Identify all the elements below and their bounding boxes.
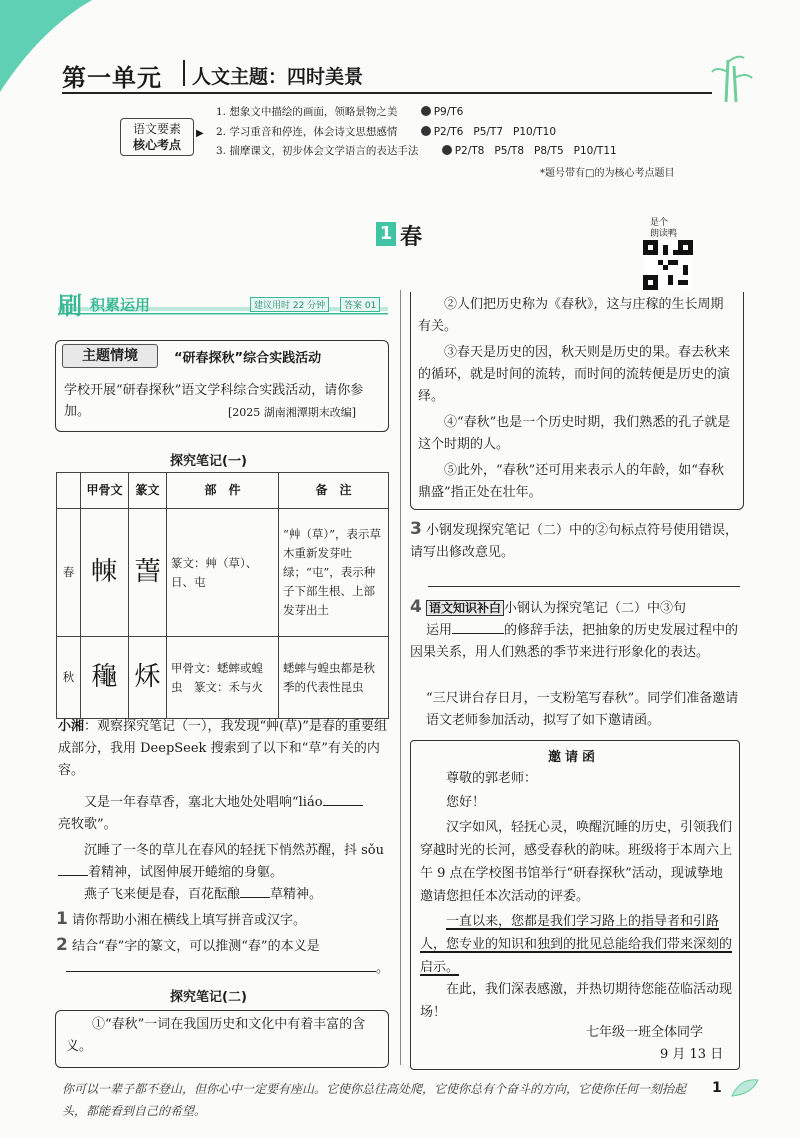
quote-1	[58, 792, 388, 836]
table-header-row	[57, 473, 389, 509]
question-text: 请你帮助小湘在横线上填写拼音或汉字。	[71, 913, 306, 928]
letter-paragraph-3	[420, 978, 734, 1024]
question-2	[56, 934, 390, 980]
unit-title: 第一单元	[62, 64, 162, 92]
quote-text: 又是一年春草香，塞北大地处处唱响“liáo	[84, 795, 323, 810]
letter-greeting: 您好！	[446, 795, 486, 810]
quote-text: 沉睡了一冬的草儿在春风的轻抚下悄然苏醒，抖 sǒu	[84, 843, 385, 858]
theme-text: 学校开展“研春探秋”语文学科综合实践活动，请你参加。	[64, 383, 364, 419]
blank-2[interactable]	[58, 875, 88, 876]
notes2-sentence-1	[66, 1014, 382, 1058]
core-dot-icon	[421, 106, 431, 116]
table-header: 部 件	[167, 473, 279, 509]
qr-label	[650, 218, 677, 240]
letter-paragraph-1	[420, 816, 734, 908]
knowledge-tag: 语文知识补白	[426, 600, 504, 616]
arrow-right-icon: ▶	[196, 128, 204, 139]
sentence-text: ②人们把历史称为《春秋》，这与庄稼的生长周期有关。	[418, 297, 724, 334]
letter-title: 邀请函	[548, 750, 600, 765]
table-header	[57, 473, 81, 509]
sentence-text: ③春天是历史的因，秋天则是历史的果。春去秋来的循环，就是时间的流转，而时间的流转便是历史的演绎。	[418, 345, 731, 404]
requirement-text: 3. 揣摩课文，初步体会文学语言的表达手法	[216, 145, 419, 157]
quote-text: 草精神。	[270, 887, 323, 902]
parts-cell: 篆文：艸（草）、日、屯	[167, 509, 279, 637]
requirement-text: 2. 学习重音和停连，体会诗文思想感情	[216, 126, 398, 138]
answer-ref[interactable]: 答案 01	[340, 297, 380, 312]
theme-source: [2025 湖南湘潭期末改编]	[228, 406, 357, 419]
letter-text: 汉字如风，轻抚心灵，唤醒沉睡的历史，引领我们穿越时光的长河，感受春秋的韵味。班级将于本周六上午 9 点在学校图书馆举行“研春探秋”活动，现诚挚地邀请您担任本次活动的评委。	[420, 820, 733, 904]
blank-3[interactable]	[240, 897, 270, 898]
letter-paragraph-2	[420, 910, 734, 979]
letter-date: 9 月 13 日	[660, 1047, 724, 1062]
table-header: 篆文	[129, 473, 167, 509]
theme-title: “研春探秋”综合实践活动	[174, 351, 322, 366]
xiaoxiang-paragraph	[58, 716, 388, 782]
quote-text: 燕子飞来便是春，百花酝酿	[84, 887, 241, 902]
title-separator	[183, 60, 185, 86]
requirements-label-line1: 语文要素	[132, 122, 181, 136]
note-cell: “艸（草）”，表示草木重新发芽吐绿；“屯”，表示种子下部生根、上部发芽出土	[279, 509, 389, 637]
letter-text: 在此，我们深表感激，并热切期待您能莅临活动现场！	[420, 982, 733, 1020]
letter-text: 一直以来，您都是我们学习路上的指导者和引路人，您专业的知识和独到的批见总能给我们带来深刻的启示。	[420, 914, 733, 975]
answer-line[interactable]	[66, 971, 376, 972]
sentence-text: ④“春秋”也是一个历史时期，我们熟悉的孔子就是这个时期的人。	[418, 415, 731, 452]
requirement-2	[216, 124, 556, 139]
core-dot-icon	[421, 126, 431, 136]
requirement-3	[216, 143, 617, 158]
question-end: 。	[376, 961, 390, 976]
page-ref[interactable]: P5/T7	[473, 126, 504, 138]
quote-2	[58, 840, 388, 884]
question-3	[410, 518, 744, 564]
question-number: 4	[410, 597, 422, 617]
requirements-label-line2: 核心考点	[132, 138, 181, 152]
blank-1[interactable]	[323, 805, 363, 806]
page-ref[interactable]: P9/T6	[433, 106, 464, 118]
table-header: 甲骨文	[81, 473, 129, 509]
speaker-name: 小湘	[58, 719, 85, 734]
question-text: 小钢认为探究笔记（二）中③句	[504, 601, 687, 616]
section-icon: 刷	[58, 292, 82, 320]
notes1-title: 探究笔记(一)	[170, 454, 247, 469]
page-ref[interactable]: P8/T5	[534, 145, 564, 157]
page-ref[interactable]: P5/T8	[494, 145, 525, 157]
page-ref[interactable]: P10/T11	[573, 145, 617, 157]
question-4-context	[426, 688, 744, 732]
answer-line[interactable]	[428, 586, 740, 587]
question-text: 结合“春”字的篆文，可以推测“春”的本义是	[71, 939, 320, 954]
suggested-time: 建议用时 22 分钟	[250, 297, 329, 312]
footer-motto: 你可以一辈子都不登山，但你心中一定要有座山。它使你总往高处爬，它使你总有个奋斗的方向，它使你任何一刻抬起头，都能看到自己的希望。	[62, 1082, 687, 1118]
row-char: 春	[57, 509, 81, 637]
requirements-label	[120, 118, 194, 156]
letter-signature: 七年级一班全体同学	[586, 1025, 704, 1040]
bamboo-icon	[706, 52, 756, 102]
qr-label-line2: 朗读鸭	[650, 229, 678, 239]
lesson-title: 春	[400, 224, 423, 250]
sentence-text: ⑤此外，“春秋”还可用来表示人的年龄，如“春秋鼎盛”指正处在壮年。	[418, 463, 724, 500]
quote-3	[58, 884, 388, 906]
requirements-note: *题号带有□的为核心考点题目	[540, 168, 675, 179]
page-ref[interactable]: P2/T8	[454, 145, 485, 157]
oracle-glyph: 龝	[81, 637, 129, 719]
letter-salutation: 尊敬的郭老师：	[446, 771, 538, 786]
qr-code-icon[interactable]	[642, 240, 694, 290]
xiaoxiang-text: ：观察探究笔记（一），我发现“艸(草)”是春的重要组成部分，我用 DeepSeek 搜索到了以下和“草”有关的内容。	[58, 719, 387, 778]
question-text: 的修辞手法，把抽象的历史发展过程中的因果关系，用人们熟悉的季节来进行形象化的表达。	[410, 623, 739, 660]
question-text: “三尺讲台存日月，一支粉笔写春秋”。同学们准备邀请语文老师参加活动，拟写了如下邀请函。	[426, 691, 739, 728]
quote-text: 亮牧歌”。	[58, 817, 117, 832]
table-row	[57, 509, 389, 637]
notes2-sentence-2	[418, 294, 736, 338]
answer-blank[interactable]	[452, 633, 504, 634]
note-cell: 蟋蟀与蝗虫都是秋季的代表性昆虫	[279, 637, 389, 719]
section-name: 积累运用	[90, 296, 151, 314]
question-number: 3	[410, 519, 422, 539]
seal-glyph: 萅	[129, 509, 167, 637]
notes2-sentence-3	[418, 342, 736, 408]
question-number: 2	[56, 935, 68, 955]
header-rule	[62, 92, 712, 94]
theme-tag: 主题情境	[62, 344, 158, 368]
lesson-number: 1	[376, 222, 396, 246]
notes2-sentence-4	[418, 412, 736, 456]
sentence-text: ①“春秋”一词在我国历史和文化中有着丰富的含义。	[66, 1017, 366, 1054]
character-table	[56, 472, 389, 719]
question-number: 1	[56, 909, 68, 929]
core-dot-icon	[442, 145, 452, 155]
quote-text: 着精神，试图伸展开蜷缩的身躯。	[88, 865, 284, 880]
table-header: 备 注	[279, 473, 389, 509]
leaf-icon	[730, 1076, 760, 1098]
parts-cell: 甲骨文：蟋蟀或蝗虫 篆文：禾与火	[167, 637, 279, 719]
requirement-1	[216, 104, 463, 119]
question-text: 运用	[426, 623, 453, 638]
page-ref[interactable]: P10/T10	[513, 126, 557, 138]
question-1	[56, 908, 390, 932]
notes2-sentence-5	[418, 460, 736, 504]
page-number: 1	[712, 1080, 722, 1096]
question-text: 小钢发现探究笔记（二）中的②句标点符号使用错误，请写出修改意见。	[410, 523, 738, 560]
page-ref[interactable]: P2/T6	[433, 126, 464, 138]
seal-glyph: 秌	[129, 637, 167, 719]
row-char: 秋	[57, 637, 81, 719]
unit-theme: 人文主题：四时美景	[192, 66, 364, 88]
question-4	[410, 596, 744, 664]
table-row	[57, 637, 389, 719]
notes2-title: 探究笔记(二)	[170, 990, 247, 1005]
qr-label-line1: 是个	[650, 218, 669, 228]
requirement-text: 1. 想象文中描绘的画面，领略景物之美	[216, 106, 398, 118]
oracle-glyph: 𣌾	[81, 509, 129, 637]
column-divider	[400, 290, 401, 1065]
